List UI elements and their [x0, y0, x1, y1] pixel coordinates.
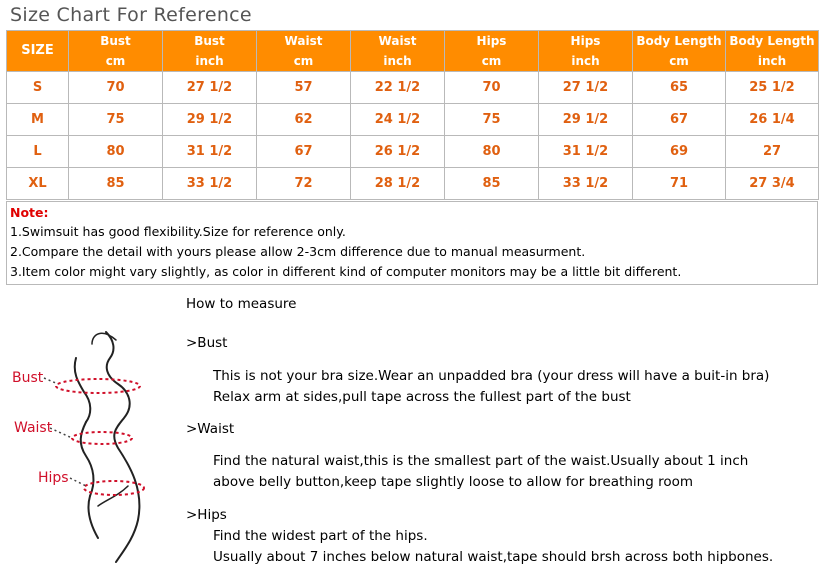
header-hips-cm: Hips cm [445, 31, 539, 72]
table-cell: 72 [257, 168, 351, 200]
bust-label: Bust [12, 370, 44, 386]
table-cell: 70 [445, 72, 539, 104]
table-cell: 85 [69, 168, 163, 200]
table-cell: 75 [69, 104, 163, 136]
bust-instruction: Relax arm at sides,pull tape across the fullest part of the bust [213, 389, 631, 405]
table-cell: 80 [445, 136, 539, 168]
table-cell: 33 1/2 [163, 168, 257, 200]
header-hips-inch: Hips inch [539, 31, 633, 72]
table-row [7, 168, 819, 200]
table-cell: 28 1/2 [351, 168, 445, 200]
table-cell: 69 [633, 136, 726, 168]
page-title: Size Chart For Reference [10, 4, 252, 26]
table-cell: 75 [445, 104, 539, 136]
header-size: SIZE [7, 31, 69, 72]
bust-tape [56, 379, 140, 393]
table-cell: 67 [257, 136, 351, 168]
hips-heading: >Hips [186, 507, 227, 523]
table-row [7, 104, 819, 136]
table-cell: 27 1/2 [539, 72, 633, 104]
table-header-row [7, 31, 819, 72]
waist-instruction: above belly button,keep tape slightly loose to allow for breathing room [213, 474, 693, 490]
body-measurement-figure [6, 310, 176, 570]
note-line: 2.Compare the detail with yours please allow 2-3cm difference due to manual measurment. [10, 244, 586, 259]
table-row [7, 72, 819, 104]
header-waist-inch: Waist inch [351, 31, 445, 72]
table-cell: 29 1/2 [539, 104, 633, 136]
table-cell: 25 1/2 [726, 72, 819, 104]
hips-label: Hips [38, 470, 69, 486]
notes-box [6, 201, 818, 285]
how-to-measure-section [0, 290, 824, 572]
hips-instruction: Usually about 7 inches below natural waist,tape should brsh across both hipbones. [213, 549, 774, 565]
waist-instruction: Find the natural waist,this is the smallest part of the waist.Usually about 1 inch [213, 453, 749, 469]
table-cell: 31 1/2 [539, 136, 633, 168]
body-outline [75, 332, 140, 562]
table-cell: 62 [257, 104, 351, 136]
table-cell: 71 [633, 168, 726, 200]
table-cell: 85 [445, 168, 539, 200]
header-body-length-inch: Body Length inch [726, 31, 819, 72]
waist-label: Waist [14, 420, 53, 436]
table-cell: 27 3/4 [726, 168, 819, 200]
header-bust-inch: Bust inch [163, 31, 257, 72]
note-line: 1.Swimsuit has good flexibility.Size for reference only. [10, 224, 346, 239]
table-cell: 80 [69, 136, 163, 168]
header-waist-cm: Waist cm [257, 31, 351, 72]
header-body-length-cm: Body Length cm [633, 31, 726, 72]
table-cell: 27 1/2 [163, 72, 257, 104]
header-bust-cm: Bust cm [69, 31, 163, 72]
bust-heading: >Bust [186, 335, 228, 351]
table-cell: 27 [726, 136, 819, 168]
table-cell: 22 1/2 [351, 72, 445, 104]
hips-instruction: Find the widest part of the hips. [213, 528, 428, 544]
bust-instruction: This is not your bra size.Wear an unpadded bra (your dress will have a buit-in bra) [213, 368, 770, 384]
size-chart-table [6, 30, 819, 200]
table-cell: 33 1/2 [539, 168, 633, 200]
table-cell: 24 1/2 [351, 104, 445, 136]
size-cell: XL [7, 168, 69, 200]
table-cell: 57 [257, 72, 351, 104]
note-title: Note: [10, 205, 49, 220]
table-cell: 29 1/2 [163, 104, 257, 136]
size-cell: L [7, 136, 69, 168]
table-cell: 31 1/2 [163, 136, 257, 168]
how-to-measure-title: How to measure [186, 296, 297, 312]
size-cell: S [7, 72, 69, 104]
table-cell: 70 [69, 72, 163, 104]
note-line: 3.Item color might vary slightly, as color in different kind of computer monitors may be a little bit different. [10, 264, 682, 279]
table-cell: 26 1/2 [351, 136, 445, 168]
table-cell: 67 [633, 104, 726, 136]
waist-heading: >Waist [186, 421, 235, 437]
table-cell: 26 1/4 [726, 104, 819, 136]
table-row [7, 136, 819, 168]
table-cell: 65 [633, 72, 726, 104]
size-cell: M [7, 104, 69, 136]
